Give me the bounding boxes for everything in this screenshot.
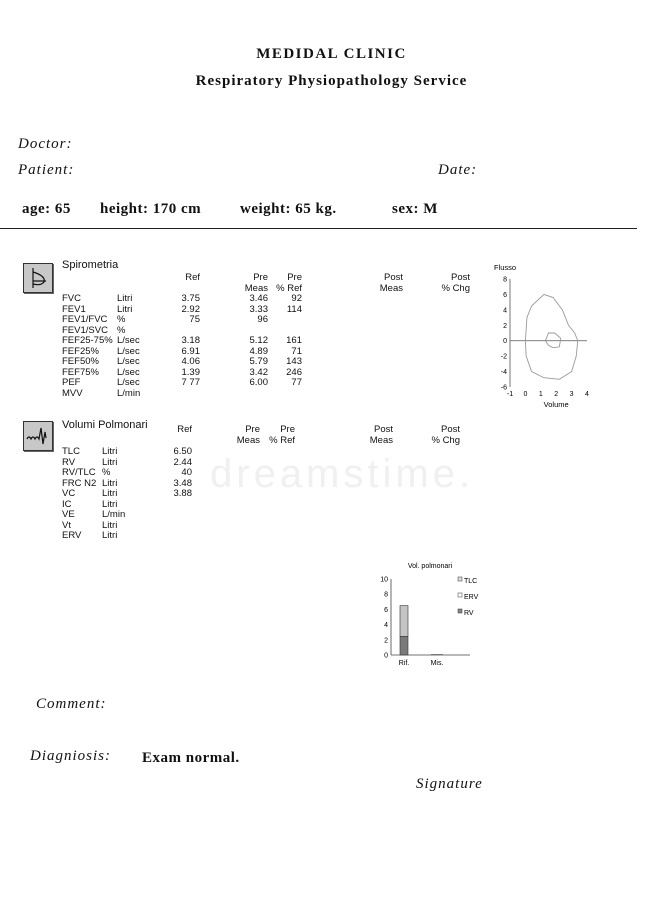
param-name: RV (62, 456, 76, 468)
x-tick-label: Mis. (430, 660, 444, 667)
volume-row (0, 489, 300, 500)
patient-label: Patient: (18, 162, 75, 178)
ref-value: 3.48 (173, 477, 192, 489)
x-tick-label: 4 (585, 391, 589, 398)
ref-value: 3.75 (181, 293, 200, 304)
param-unit: Litri (102, 446, 118, 457)
param-name: MVV (62, 387, 83, 399)
vol-header-pre2: Pre (280, 424, 295, 435)
param-unit: Litri (102, 519, 118, 531)
ref-value: 3.88 (173, 488, 192, 499)
doctor-label: Doctor: (18, 136, 73, 152)
param-name: FEV1/SVC (62, 324, 108, 336)
y-tick-label: 6 (384, 606, 388, 614)
spirometry-title: Spirometria (62, 259, 119, 271)
pre-meas-value: 4.89 (249, 345, 268, 357)
vol-header-meas: Meas (236, 435, 260, 446)
param-name: VE (62, 509, 75, 520)
y-tick-label: 0 (503, 338, 507, 346)
y-tick-label: 2 (384, 637, 388, 645)
legend-label: TLC (464, 578, 478, 585)
param-name: FEV1/FVC (62, 314, 108, 325)
y-tick-label: 0 (384, 652, 388, 660)
param-unit: Litri (102, 498, 118, 510)
pre-meas-value: 3.42 (249, 366, 268, 378)
bar-rv (400, 636, 408, 655)
param-name: FEF25% (62, 345, 99, 357)
spirometry-row (0, 378, 500, 389)
ref-value: 2.44 (173, 456, 192, 468)
x-tick-label: 0 (523, 391, 528, 398)
param-name: FEF75% (62, 366, 99, 378)
header-pre: Pre (253, 272, 268, 283)
divider (0, 228, 637, 229)
height: height: 170 cm (100, 201, 202, 217)
param-name: ERV (62, 530, 82, 541)
pre-meas-value: 5.12 (249, 335, 268, 346)
pre-pct-ref-value: 92 (291, 293, 302, 304)
x-tick-label: Rif. (398, 660, 410, 667)
sex: sex: M (392, 201, 438, 217)
legend-swatch (458, 577, 462, 581)
y-tick-label: -2 (500, 353, 507, 361)
param-name: FEF50% (62, 356, 99, 367)
param-unit: Litri (102, 477, 118, 489)
pre-meas-value: 3.33 (249, 303, 268, 315)
vol-header-ref: Ref (177, 424, 192, 435)
pre-pct-ref-value: 246 (286, 366, 302, 378)
header-ref: Ref (185, 272, 200, 283)
volume-row (0, 531, 300, 542)
param-unit: L/sec (117, 345, 140, 357)
ref-value: 6.50 (173, 446, 192, 457)
y-tick-label: 4 (503, 307, 507, 315)
param-unit: Litri (102, 488, 118, 499)
param-unit: % (117, 314, 126, 325)
param-unit: Litri (102, 530, 118, 541)
pre-meas-value: 6.00 (249, 377, 268, 388)
watermark: dreamstime. (210, 452, 475, 496)
pre-pct-ref-value: 114 (286, 303, 302, 315)
header-pre2: Pre (287, 272, 302, 283)
param-unit: % (117, 324, 126, 336)
flow-loop-line (525, 294, 577, 379)
header-meas: Meas (244, 283, 268, 294)
volume-row (0, 458, 300, 469)
y-tick-label: -4 (500, 369, 507, 377)
y-tick-label: 6 (503, 291, 507, 299)
spirometry-row (0, 357, 500, 368)
spirometry-row (0, 315, 500, 326)
spirometry-row (0, 294, 500, 305)
param-name: PEF (62, 377, 81, 388)
volume-row (0, 479, 300, 490)
volume-row (0, 510, 300, 521)
ref-value: 75 (189, 314, 200, 325)
pre-meas-value: 96 (257, 314, 268, 325)
y-tick-label: 8 (503, 276, 507, 284)
weight: weight: 65 kg. (240, 201, 337, 217)
lung-volume-bar-chart (360, 560, 500, 675)
chart-title: Vol. polmonari (407, 563, 453, 570)
header-post-meas: Meas (379, 283, 403, 294)
param-unit: Litri (117, 303, 133, 315)
ref-value: 2.92 (181, 303, 200, 315)
pre-pct-ref-value: 161 (286, 335, 302, 346)
ref-value: 1.39 (181, 366, 200, 378)
pre-pct-ref-value: 143 (286, 356, 302, 367)
bar-tlc (400, 606, 408, 637)
param-name: RV/TLC (62, 467, 96, 478)
x-tick-label: 2 (554, 391, 559, 398)
legend-swatch (458, 609, 462, 613)
clinic-name: MEDIDAL CLINIC (256, 46, 407, 62)
param-name: FRC N2 (62, 477, 97, 489)
ref-value: 3.18 (181, 335, 200, 346)
y-tick-label: 4 (384, 622, 388, 630)
volumes-title: Volumi Polmonari (62, 419, 148, 431)
vol-header-post: Post (373, 424, 393, 435)
vol-header-pct-ref: % Ref (269, 435, 295, 446)
legend-swatch (458, 593, 462, 597)
date-label: Date: (438, 162, 478, 178)
param-name: Vt (62, 519, 71, 531)
param-unit: % (102, 467, 111, 478)
service-name: Respiratory Physiopathology Service (195, 73, 468, 89)
param-unit: L/min (102, 509, 126, 520)
spirometry-row (0, 389, 500, 400)
pre-meas-value: 5.79 (249, 356, 268, 367)
spirometry-icon (23, 263, 53, 293)
ref-value: 6.91 (181, 345, 200, 357)
pre-meas-value: 3.46 (249, 293, 268, 304)
param-name: VC (62, 488, 76, 499)
param-name: IC (62, 498, 72, 510)
legend-label: RV (464, 610, 474, 617)
param-unit: L/sec (117, 356, 140, 367)
flow-volume-chart (480, 260, 610, 412)
vol-header-pre: Pre (245, 424, 260, 435)
diagnosis-text: Exam normal. (142, 750, 240, 766)
comment-label: Comment: (36, 696, 107, 712)
x-tick-label: 3 (569, 391, 574, 398)
x-tick-label: 1 (538, 391, 543, 398)
y-tick-label: 2 (503, 322, 507, 330)
vol-header-pct-chg: % Chg (431, 435, 460, 446)
volume-row (0, 500, 300, 511)
param-unit: Litri (117, 293, 133, 304)
header-pct-chg: % Chg (441, 283, 470, 294)
param-unit: L/sec (117, 377, 140, 388)
vol-header-post2: Post (440, 424, 460, 435)
y-axis-label: Flusso (494, 263, 517, 272)
ref-value: 7 77 (181, 377, 200, 388)
volume-row (0, 521, 300, 532)
param-name: TLC (62, 446, 80, 457)
ref-value: 40 (181, 467, 192, 478)
ref-value: 4.06 (181, 356, 200, 367)
y-tick-label: 8 (384, 591, 388, 599)
volume-row (0, 468, 300, 479)
param-unit: Litri (102, 456, 118, 468)
pre-pct-ref-value: 71 (291, 345, 302, 357)
header-post: Post (383, 272, 403, 283)
signature-label: Signature (416, 776, 483, 792)
x-axis-label: Volume (543, 400, 569, 409)
param-name: FVC (62, 293, 81, 304)
header-pct-ref: % Ref (276, 283, 302, 294)
param-unit: L/sec (117, 366, 140, 378)
pre-pct-ref-value: 77 (291, 377, 302, 388)
param-name: FEV1 (62, 303, 86, 315)
param-unit: L/sec (117, 335, 140, 346)
age: age: 65 (22, 201, 71, 217)
header-post2: Post (450, 272, 470, 283)
x-tick-label: -1 (506, 391, 514, 398)
y-tick-label: -6 (500, 384, 507, 392)
diagnosis-label: Diagniosis: (30, 748, 112, 764)
spirometry-row (0, 336, 500, 347)
param-unit: L/min (117, 387, 141, 399)
volume-row (0, 447, 300, 458)
legend-label: ERV (464, 594, 479, 601)
y-tick-label: 10 (380, 576, 388, 584)
param-name: FEF25-75% (62, 335, 113, 346)
vol-header-post-meas: Meas (369, 435, 393, 446)
